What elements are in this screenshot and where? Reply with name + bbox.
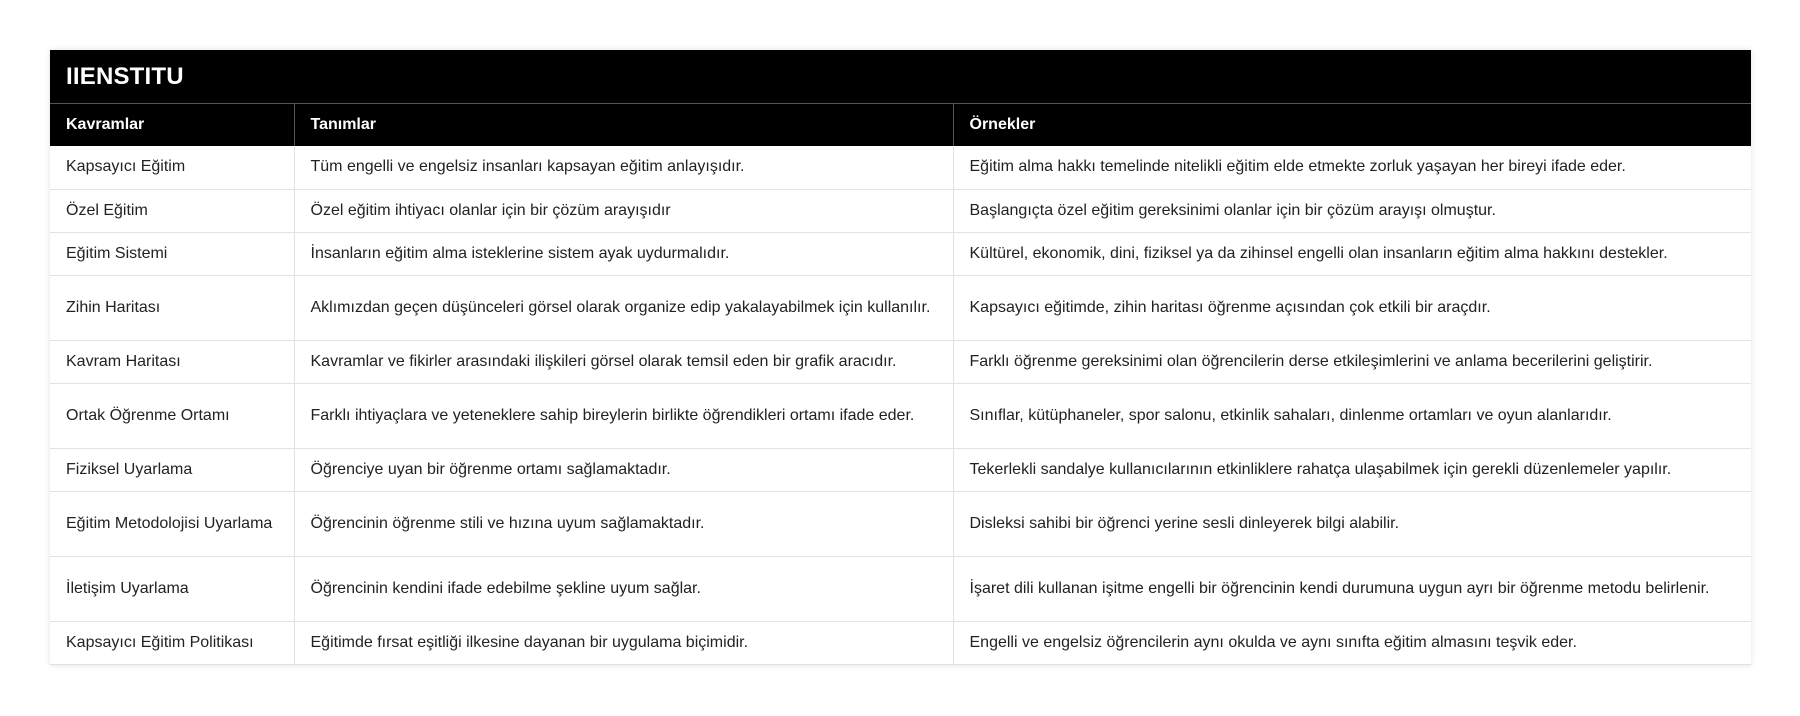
- header-ornekler: Örnekler: [953, 104, 1751, 146]
- concepts-table: [50, 104, 1751, 665]
- definition-cell: Öğrencinin kendini ifade edebilme şekline uyum sağlar.: [294, 556, 953, 621]
- example-cell: İşaret dili kullanan işitme engelli bir öğrencinin kendi durumuna uygun ayrı bir öğrenme metodu belirlenir.: [953, 556, 1751, 621]
- header-tanimlar: Tanımlar: [294, 104, 953, 146]
- table-row: [50, 232, 1751, 275]
- table-row: [50, 448, 1751, 491]
- table-row: [50, 189, 1751, 232]
- example-cell: Farklı öğrenme gereksinimi olan öğrencilerin derse etkileşimlerini ve anlama becerilerini geliştirir.: [953, 340, 1751, 383]
- table-title: IIENSTITU: [50, 50, 1751, 104]
- example-cell: Eğitim alma hakkı temelinde nitelikli eğitim elde etmekte zorluk yaşayan her bireyi ifade eder.: [953, 146, 1751, 189]
- definition-cell: Öğrencinin öğrenme stili ve hızına uyum sağlamaktadır.: [294, 491, 953, 556]
- concept-cell: Eğitim Sistemi: [50, 232, 294, 275]
- table-row: [50, 275, 1751, 340]
- definition-cell: Farklı ihtiyaçlara ve yeteneklere sahip bireylerin birlikte öğrendikleri ortamı ifade eder.: [294, 383, 953, 448]
- table-row: [50, 383, 1751, 448]
- table-row: [50, 146, 1751, 189]
- definition-cell: Kavramlar ve fikirler arasındaki ilişkileri görsel olarak temsil eden bir grafik aracıdır.: [294, 340, 953, 383]
- definition-cell: Eğitimde fırsat eşitliği ilkesine dayanan bir uygulama biçimidir.: [294, 621, 953, 664]
- header-kavramlar: Kavramlar: [50, 104, 294, 146]
- example-cell: Kültürel, ekonomik, dini, fiziksel ya da zihinsel engelli olan insanların eğitim alma hakkını destekler.: [953, 232, 1751, 275]
- definition-cell: Öğrenciye uyan bir öğrenme ortamı sağlamaktadır.: [294, 448, 953, 491]
- concept-cell: Zihin Haritası: [50, 275, 294, 340]
- definition-cell: Özel eğitim ihtiyacı olanlar için bir çözüm arayışıdır: [294, 189, 953, 232]
- data-table-card: [50, 50, 1751, 665]
- example-cell: Engelli ve engelsiz öğrencilerin aynı okulda ve aynı sınıfta eğitim almasını teşvik eder.: [953, 621, 1751, 664]
- concept-cell: Kapsayıcı Eğitim Politikası: [50, 621, 294, 664]
- example-cell: Tekerlekli sandalye kullanıcılarının etkinliklere rahatça ulaşabilmek için gerekli düzenlemeler yapılır.: [953, 448, 1751, 491]
- example-cell: Sınıflar, kütüphaneler, spor salonu, etkinlik sahaları, dinlenme ortamları ve oyun alanlarıdır.: [953, 383, 1751, 448]
- table-row: [50, 491, 1751, 556]
- table-row: [50, 340, 1751, 383]
- example-cell: Disleksi sahibi bir öğrenci yerine sesli dinleyerek bilgi alabilir.: [953, 491, 1751, 556]
- concept-cell: İletişim Uyarlama: [50, 556, 294, 621]
- concept-cell: Fiziksel Uyarlama: [50, 448, 294, 491]
- concept-cell: Ortak Öğrenme Ortamı: [50, 383, 294, 448]
- table-row: [50, 556, 1751, 621]
- definition-cell: İnsanların eğitim alma isteklerine sistem ayak uydurmalıdır.: [294, 232, 953, 275]
- example-cell: Kapsayıcı eğitimde, zihin haritası öğrenme açısından çok etkili bir araçdır.: [953, 275, 1751, 340]
- concept-cell: Özel Eğitim: [50, 189, 294, 232]
- concept-cell: Kapsayıcı Eğitim: [50, 146, 294, 189]
- example-cell: Başlangıçta özel eğitim gereksinimi olanlar için bir çözüm arayışı olmuştur.: [953, 189, 1751, 232]
- table-row: [50, 621, 1751, 664]
- definition-cell: Tüm engelli ve engelsiz insanları kapsayan eğitim anlayışıdır.: [294, 146, 953, 189]
- header-row: [50, 104, 1751, 146]
- concept-cell: Kavram Haritası: [50, 340, 294, 383]
- definition-cell: Aklımızdan geçen düşünceleri görsel olarak organize edip yakalayabilmek için kullanılır.: [294, 275, 953, 340]
- concept-cell: Eğitim Metodolojisi Uyarlama: [50, 491, 294, 556]
